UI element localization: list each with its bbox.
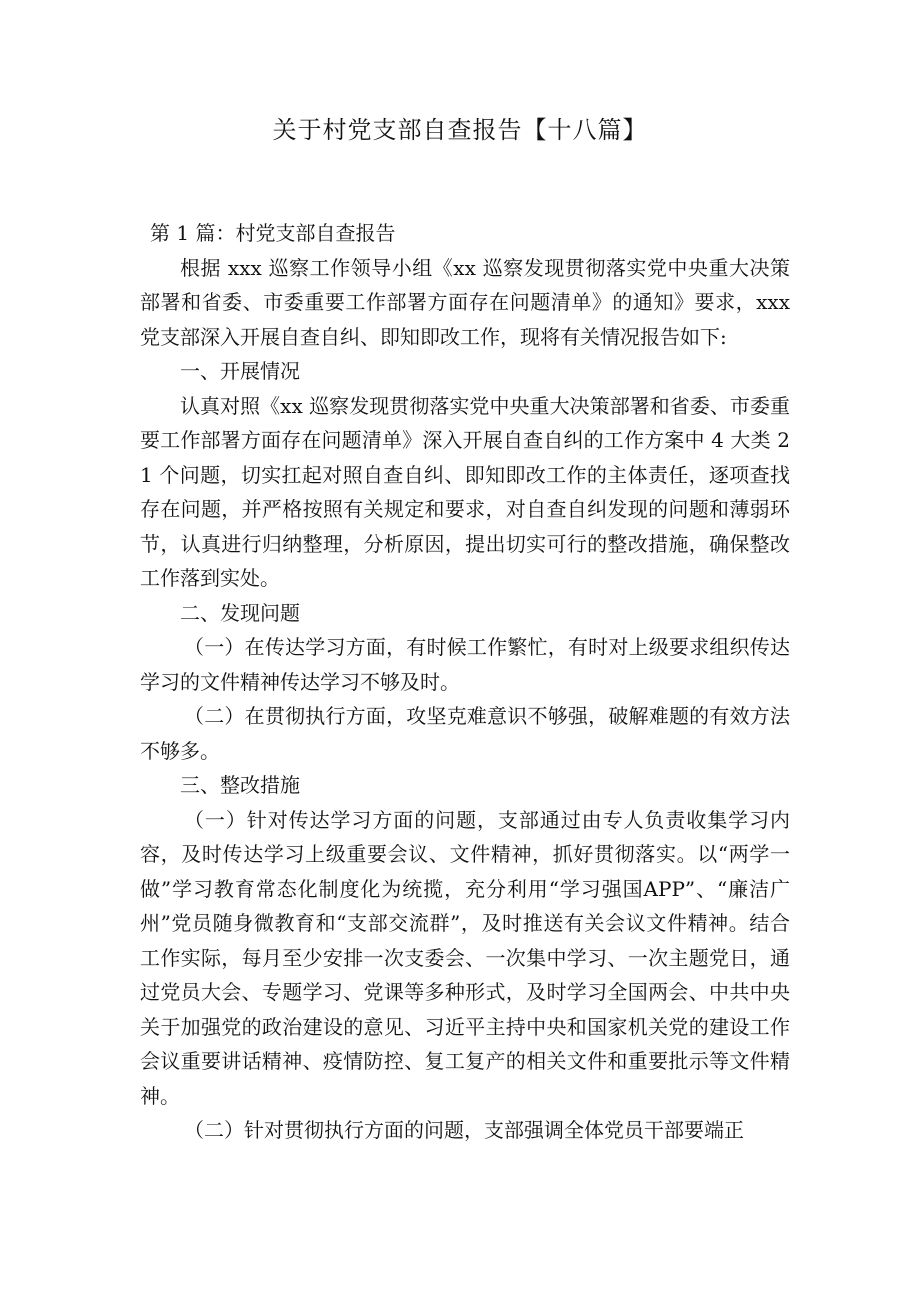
section-3-item-2: （二）针对贯彻执行方面的问题，支部强调全体党员干部要端正 bbox=[184, 1118, 744, 1142]
section-heading-2: 二、发现问题 bbox=[180, 600, 300, 625]
section-heading-3: 三、整改措施 bbox=[180, 773, 300, 797]
document-subtitle: 第 1 篇：村党支部自查报告 bbox=[150, 221, 396, 245]
section-2-item-1: （一）在传达学习方面，有时候工作繁忙，有时对上级要求组织传达学习的文件精神传达学习不够及时。 bbox=[140, 635, 790, 694]
intro-paragraph: 根据 xxx 巡察工作领导小组《xx 巡察发现贯彻落实党中央重大决策部署和省委、市委重要工作部署方面存在问题清单》的通知》要求，xxx 党支部深入开展自查自纠、即知即改工作，现将有关情况报告如下: bbox=[140, 255, 790, 349]
document-body bbox=[140, 216, 790, 1148]
section-3-item-1: （一）针对传达学习方面的问题，支部通过由专人负责收集学习内容，及时传达学习上级重要会议、文件精神，抓好贯彻落实。以“两学一做”学习教育常态化制度化为统揽，充分利用“学习强国APP”、“廉洁广州”党员随身微教育和“支部交流群”，及时推送有关会议文件精神。结合工作实际，每月至少安排一次支委会、一次集中学习、一次主题党日，通过党员大会、专题学习、党课等多种形式，及时学习全国两会、中共中央关于加强党的政治建设的意见、习近平主持中央和国家机关党的建设工作会议重要讲话精神、疫情防控、复工复产的相关文件和重要批示等文件精神。 bbox=[140, 807, 790, 1108]
document-title: 关于村党支部自查报告【十八篇】 bbox=[272, 116, 648, 144]
section-2-item-2: （二）在贯彻执行方面，攻坚克难意识不够强，破解难题的有效方法不够多。 bbox=[140, 704, 790, 763]
section-heading-1: 一、开展情况 bbox=[180, 359, 300, 383]
section-1-body: 认真对照《xx 巡察发现贯彻落实党中央重大决策部署和省委、市委重要工作部署方面存在问题清单》深入开展自查自纠的工作方案中 4 大类 21 个问题，切实扛起对照自查自纠、即知即改工作的主体责任，逐项查找存在问题，并严格按照有关规定和要求，对自查自纠发现的问题和薄弱环节，认真进行归纳整理，分析原因，提出切实可行的整改措施，确保整改工作落到实处。 bbox=[140, 393, 790, 590]
